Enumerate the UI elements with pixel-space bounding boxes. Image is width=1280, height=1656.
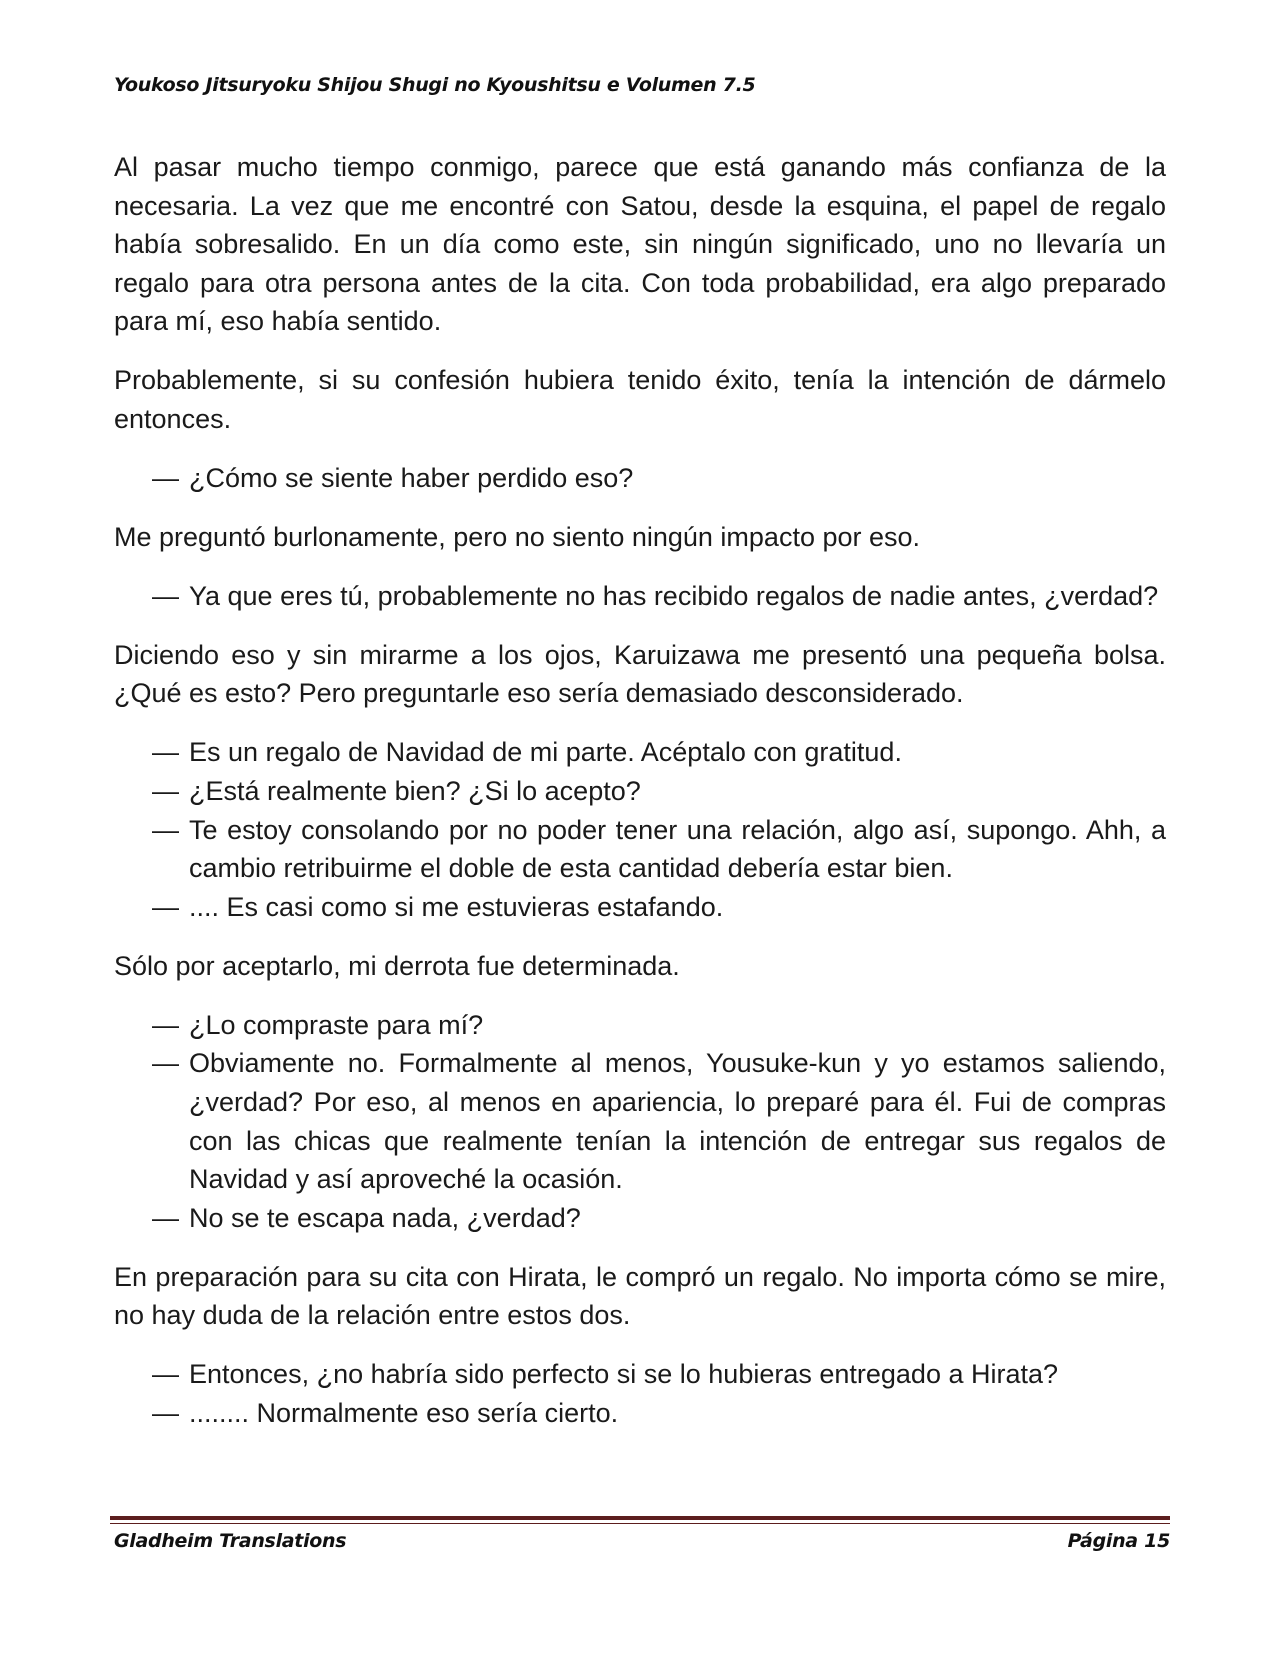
dialogue-dash: — (152, 737, 179, 768)
dialogue-dash: — (152, 891, 179, 922)
dialogue-block (114, 577, 1166, 616)
page-body (114, 148, 1166, 1453)
dialogue-dash: — (152, 1359, 179, 1390)
dialogue-block (114, 733, 1166, 926)
dialogue-line (114, 577, 1166, 616)
dialogue-line (114, 772, 1166, 811)
dialogue-line (114, 811, 1166, 888)
dialogue-text: No se te escapa nada, ¿verdad? (189, 1202, 581, 1233)
dialogue-dash: — (152, 1202, 179, 1233)
dialogue-line (114, 1006, 1166, 1045)
dialogue-dash: — (152, 1009, 179, 1040)
dialogue-text: ¿Está realmente bien? ¿Si lo acepto? (189, 776, 641, 807)
header-title: Youkoso Jitsuryoku Shijou Shugi no Kyoushitsu e Volumen 7.5 (114, 74, 756, 96)
dialogue-text: Obviamente no. Formalmente al menos, Yousuke-kun y yo estamos saliendo, ¿verdad? Por eso, al menos en apariencia, lo preparé para él. Fui de compras con las chicas que realmente tenían la intención de entregar sus regalos de Navidad y así aproveché la ocasión. (189, 1048, 1166, 1195)
dialogue-block (114, 459, 1166, 498)
footer-page-number: Página 15 (1067, 1530, 1170, 1552)
dialogue-dash: — (152, 580, 179, 611)
dialogue-text: Entonces, ¿no habría sido perfecto si se lo hubieras entregado a Hirata? (189, 1359, 1059, 1390)
dialogue-dash: — (152, 776, 179, 807)
paragraph: Probablemente, si su confesión hubiera tenido éxito, tenía la intención de dármelo entonces. (114, 365, 1166, 434)
dialogue-line (114, 1199, 1166, 1238)
dialogue-text: ¿Cómo se siente haber perdido eso? (189, 462, 634, 493)
dialogue-text: .... Es casi como si me estuvieras estafando. (189, 891, 724, 922)
paragraph: Sólo por aceptarlo, mi derrota fue determinada. (114, 950, 680, 981)
dialogue-text: ¿Lo compraste para mí? (189, 1009, 484, 1040)
dialogue-line (114, 1044, 1166, 1198)
paragraph: Me preguntó burlonamente, pero no siento ningún impacto por eso. (114, 521, 921, 552)
dialogue-line (114, 1394, 1166, 1433)
footer-translator: Gladheim Translations (114, 1530, 347, 1552)
paragraph: Al pasar mucho tiempo conmigo, parece que está ganando más confianza de la necesaria. La vez que me encontré con Satou, desde la esquina, el papel de regalo había sobresalido. En un día como este, sin ningún significado, uno no llevaría un regalo para otra persona antes de la cita. Con toda probabilidad, era algo preparado para mí, eso había sentido. (114, 152, 1166, 337)
footer-divider-thin (110, 1523, 1170, 1524)
dialogue-line (114, 459, 1166, 498)
dialogue-dash: — (152, 1397, 179, 1428)
dialogue-text: Es un regalo de Navidad de mi parte. Acéptalo con gratitud. (189, 737, 902, 768)
dialogue-line (114, 1355, 1166, 1394)
dialogue-line (114, 733, 1166, 772)
dialogue-dash: — (152, 814, 179, 845)
dialogue-text: Te estoy consolando por no poder tener una relación, algo así, supongo. Ahh, a cambio retribuirme el doble de esta cantidad debería estar bien. (189, 814, 1166, 884)
paragraph: Diciendo eso y sin mirarme a los ojos, Karuizawa me presentó una pequeña bolsa. ¿Qué es esto? Pero preguntarle eso sería demasiado desconsiderado. (114, 639, 1166, 709)
dialogue-block (114, 1355, 1166, 1432)
paragraph: En preparación para su cita con Hirata, le compró un regalo. No importa cómo se mire, no hay duda de la relación entre estos dos. (114, 1261, 1166, 1331)
dialogue-text: Ya que eres tú, probablemente no has recibido regalos de nadie antes, ¿verdad? (189, 580, 1159, 611)
dialogue-block (114, 1006, 1166, 1238)
dialogue-text: ........ Normalmente eso sería cierto. (189, 1397, 619, 1428)
footer-divider (110, 1516, 1170, 1520)
dialogue-line (114, 888, 1166, 927)
dialogue-dash: — (152, 462, 179, 493)
dialogue-dash: — (152, 1048, 179, 1079)
